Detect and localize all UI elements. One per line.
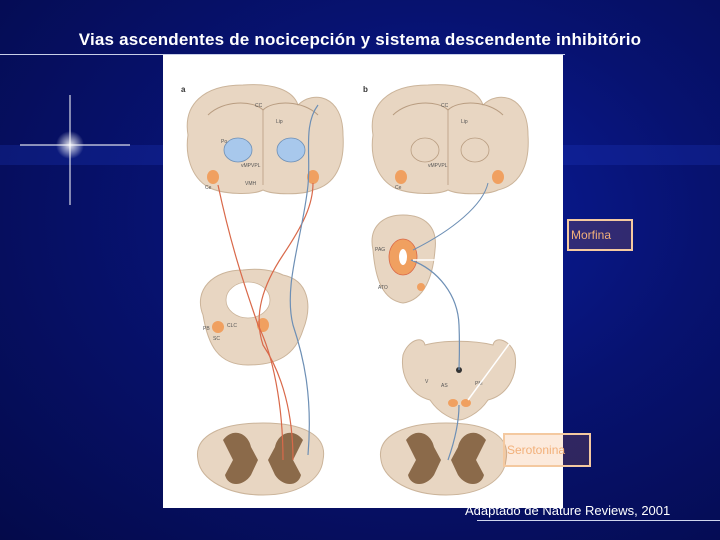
- label-b-ato: ATO: [378, 285, 388, 291]
- morphine-callout: Morfina: [567, 219, 633, 251]
- label-b-cc: CC: [441, 103, 449, 109]
- serotonin-callout: Serotonina: [503, 433, 591, 467]
- label-b-as: AS: [441, 383, 448, 389]
- label-b-pm: PM: [475, 381, 483, 387]
- label-a-clc: CLC: [227, 323, 238, 329]
- label-a-po: Po: [221, 139, 228, 145]
- label-a-lip: Lip: [276, 119, 283, 125]
- label-a-sc: SC: [213, 336, 220, 342]
- panel-a-label: a: [181, 85, 186, 94]
- credit-underline: [477, 520, 720, 521]
- label-b-pag: PAG: [375, 247, 386, 253]
- label-a-vmh: VMH: [245, 181, 257, 187]
- source-credit: Adaptado de Nature Reviews, 2001: [465, 503, 671, 518]
- label-a-ce: Ce: [205, 185, 212, 191]
- panel-b-brain: [372, 85, 528, 194]
- star-sparkle-icon: [20, 95, 130, 205]
- panel-a-brain: [187, 85, 343, 194]
- label-b-lip: Lip: [461, 119, 468, 125]
- panel-a-spinal-cord: [197, 423, 323, 495]
- panel-b-spinal-cord: [380, 423, 506, 495]
- label-b-ce: Ce: [395, 185, 402, 191]
- label-a-pb: PB: [203, 326, 210, 332]
- label-b-v: V: [425, 379, 429, 385]
- panel-b-label: b: [363, 85, 368, 94]
- label-b-vmp: vMPVPL: [428, 163, 448, 169]
- slide-title: Vias ascendentes de nocicepción y sistema descendente inhibitório: [78, 30, 642, 49]
- panel-b-midbrain: [372, 215, 435, 303]
- label-a-cc: CC: [255, 103, 263, 109]
- label-a-vmp: vMPVPL: [241, 163, 261, 169]
